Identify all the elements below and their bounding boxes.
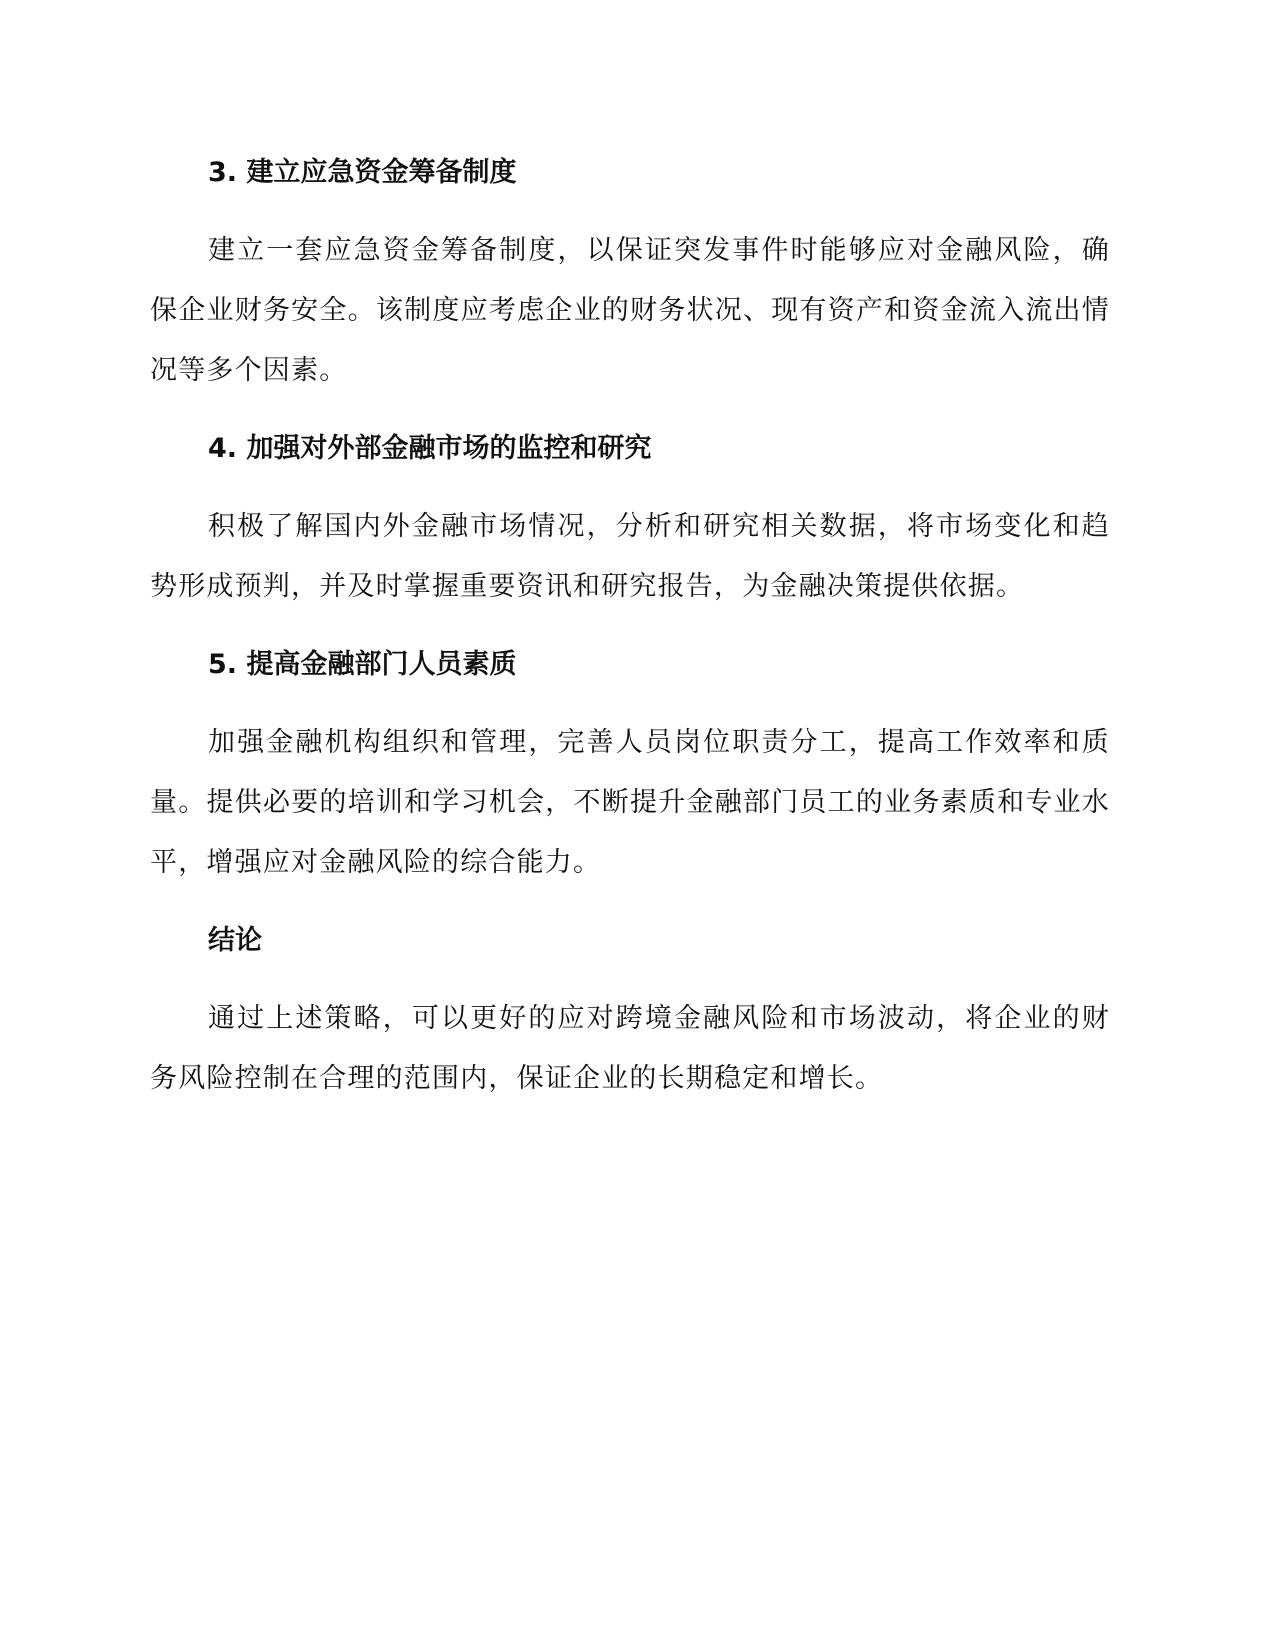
section-heading-4: 4. 加强对外部金融市场的监控和研究 (208, 433, 652, 464)
section-paragraph-5: 加强金融机构组织和管理，完善人员岗位职责分工，提高工作效率和质量。提供必要的培训和学习机会，不断提升金融部门员工的业务素质和专业水平，增强应对金融风险的综合能力。 (150, 727, 1110, 878)
section-paragraph-4: 积极了解国内外金融市场情况，分析和研究相关数据，将市场变化和趋势形成预判，并及时掌握重要资讯和研究报告，为金融决策提供依据。 (150, 511, 1110, 602)
conclusion-heading: 结论 (208, 925, 262, 956)
document-body (150, 143, 1110, 1127)
section-heading-3: 3. 建立应急资金筹备制度 (208, 157, 517, 188)
section-paragraph-3: 建立一套应急资金筹备制度，以保证突发事件时能够应对金融风险，确保企业财务安全。该制度应考虑企业的财务状况、现有资产和资金流入流出情况等多个因素。 (150, 235, 1110, 386)
conclusion-paragraph: 通过上述策略，可以更好的应对跨境金融风险和市场波动，将企业的财务风险控制在合理的范围内，保证企业的长期稳定和增长。 (150, 1003, 1110, 1094)
section-heading-5: 5. 提高金融部门人员素质 (208, 649, 517, 680)
